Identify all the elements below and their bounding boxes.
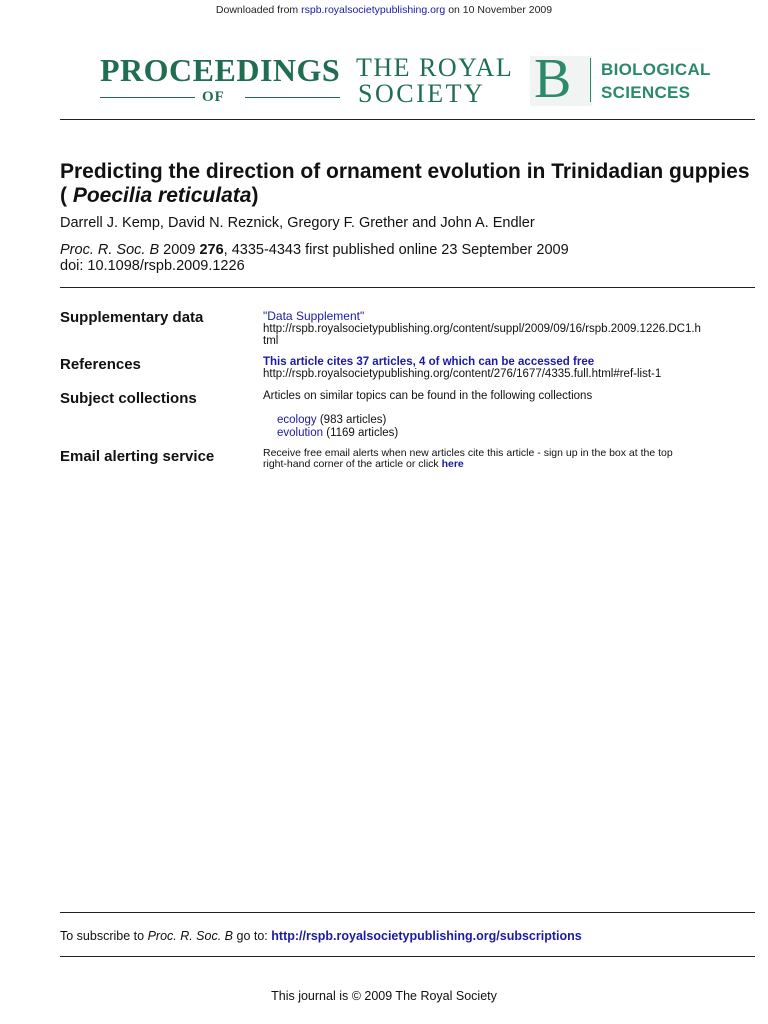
subject-item-evolution	[277, 427, 398, 439]
data-supplement-link[interactable]: "Data Supplement"	[263, 309, 365, 323]
banner-divider	[590, 58, 591, 102]
email-alert-label: Email alerting service	[60, 448, 215, 465]
references-body	[263, 356, 661, 380]
email-alert-line1: Receive free email alerts when new articles cite this article - sign up in the box at the top	[263, 447, 673, 459]
banner-of-row	[100, 88, 340, 106]
citation-pages: , 4335-4343 first published online 23 September 2009	[223, 242, 569, 258]
citation-volume: 276	[199, 242, 224, 258]
download-source-link[interactable]: rspb.royalsocietypublishing.org	[301, 4, 446, 16]
supplementary-url-line1: http://rspb.royalsocietypublishing.org/content/suppl/2009/09/16/rspb.2009.1226.DC1.h	[263, 323, 701, 335]
title-species: Poecilia reticulata	[72, 184, 252, 207]
divider-footer-bottom	[60, 956, 755, 957]
article-title	[60, 160, 760, 208]
title-main: Predicting the direction of ornament evolution in Trinidadian guppies (	[60, 160, 750, 207]
subscribe-line	[60, 929, 582, 943]
article-citation	[60, 242, 569, 258]
subscribe-link[interactable]: http://rspb.royalsocietypublishing.org/subscriptions	[271, 929, 582, 943]
download-note-suffix: on 10 November 2009	[448, 4, 553, 16]
banner-rule-right	[245, 97, 340, 98]
copyright-notice: This journal is © 2009 The Royal Society	[271, 989, 497, 1003]
email-alert-body	[263, 448, 673, 470]
banner-royal-line2: SOCIETY	[358, 79, 486, 108]
supplementary-url-line2: tml	[263, 335, 279, 347]
banner-biological-text: BIOLOGICAL	[601, 60, 711, 79]
supplementary-label: Supplementary data	[60, 309, 204, 326]
references-cites-link[interactable]: This article cites 37 articles, 4 of which can be accessed free	[263, 356, 595, 368]
subjects-label: Subject collections	[60, 390, 197, 407]
subject-link-ecology[interactable]: ecology	[277, 414, 317, 426]
download-note	[0, 4, 768, 16]
references-url: http://rspb.royalsocietypublishing.org/content/276/1677/4335.full.html#ref-list-1	[263, 368, 662, 380]
banner-royal-line1: THE ROYAL	[356, 53, 514, 82]
banner-proceedings-text: PROCEEDINGS	[100, 52, 341, 88]
subscribe-journal: Proc. R. Soc. B	[147, 929, 234, 943]
banner-rule-left	[100, 97, 195, 98]
banner-b-logo: B	[534, 48, 572, 110]
title-close: )	[251, 184, 259, 207]
divider-top	[60, 119, 755, 120]
banner-sciences-text: SCIENCES	[601, 83, 691, 102]
banner-of-text: OF	[202, 89, 225, 105]
article-authors: Darrell J. Kemp, David N. Reznick, Gregory F. Grether and John A. Endler	[60, 215, 535, 231]
subjects-list	[277, 414, 398, 439]
subject-count-ecology: (983 articles)	[319, 414, 387, 426]
email-alert-line2: right-hand corner of the article or click	[263, 458, 439, 470]
divider-info	[60, 287, 755, 288]
references-label: References	[60, 356, 141, 373]
citation-year: 2009	[163, 242, 196, 258]
subjects-intro: Articles on similar topics can be found in the following collections	[263, 390, 593, 402]
subscribe-goto: go to:	[236, 929, 268, 943]
divider-footer-top	[60, 912, 755, 913]
subject-count-evolution: (1169 articles)	[326, 427, 399, 439]
subscribe-prefix: To subscribe to	[60, 929, 145, 943]
subject-link-evolution[interactable]: evolution	[277, 427, 324, 439]
email-alert-here-link[interactable]: here	[441, 458, 464, 470]
article-doi: doi: 10.1098/rspb.2009.1226	[60, 258, 245, 274]
download-note-prefix: Downloaded from	[215, 4, 299, 16]
citation-journal: Proc. R. Soc. B	[60, 242, 160, 258]
subject-item-ecology	[277, 414, 398, 426]
supplementary-body	[263, 310, 701, 347]
